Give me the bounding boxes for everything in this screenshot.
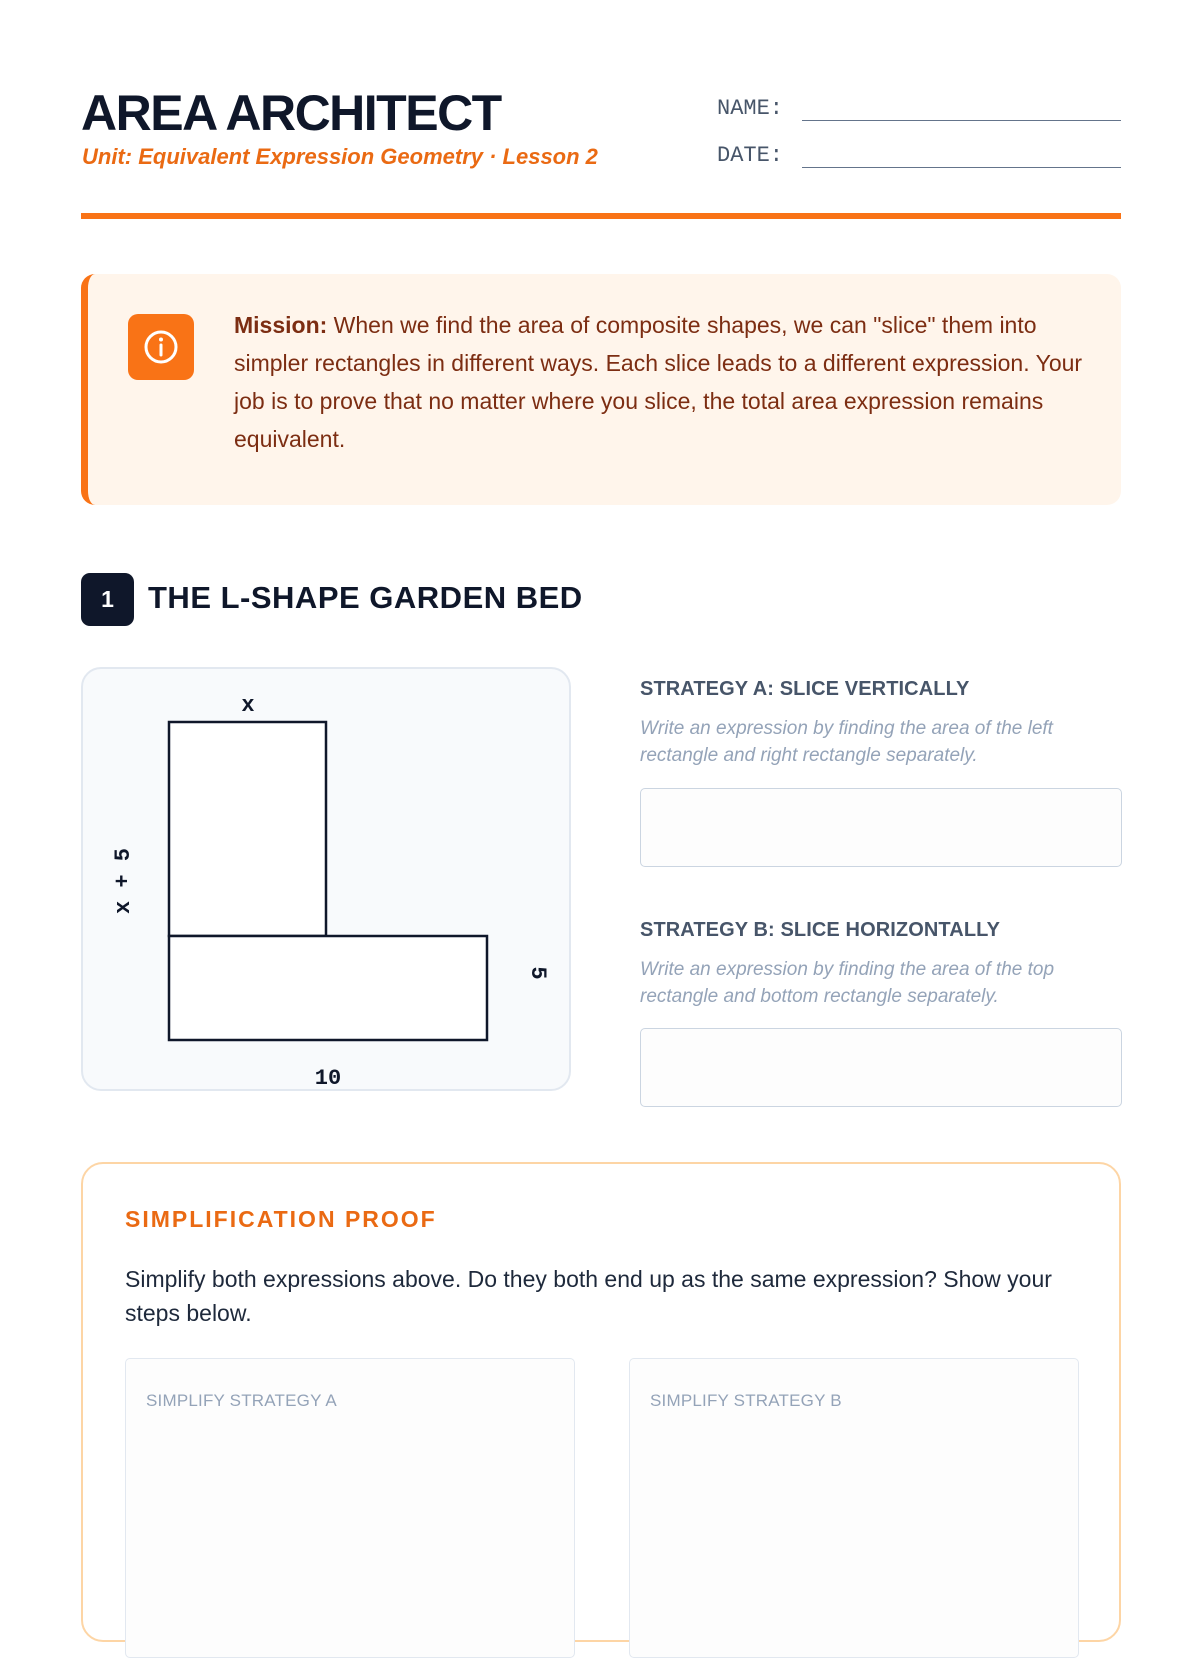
strategy-a-title: STRATEGY A: SLICE VERTICALLY [640, 678, 970, 700]
strategy-b [640, 919, 1122, 1010]
worksheet-subtitle: Unit: Equivalent Expression Geometry · Lesson 2 [82, 144, 598, 169]
date-field [717, 135, 1121, 171]
dim-bottom: 10 [314, 1065, 342, 1091]
simplification-proof [81, 1162, 1121, 1642]
dim-right: 5 [525, 966, 551, 980]
name-line[interactable] [802, 88, 1121, 121]
l-shape-svg [83, 669, 573, 1093]
strategy-b-answer-box[interactable] [640, 1028, 1122, 1107]
l-shape-diagram [81, 667, 571, 1091]
proof-title: SIMPLIFICATION PROOF [125, 1206, 437, 1232]
simplify-b-box[interactable] [629, 1358, 1079, 1658]
simplify-a-box[interactable] [125, 1358, 575, 1658]
strategy-a [640, 678, 1122, 769]
mission-text [234, 306, 1094, 458]
mission-callout [81, 274, 1121, 505]
bottom-rectangle [169, 936, 487, 1040]
section-number-badge: 1 [81, 573, 134, 626]
top-rectangle [169, 722, 326, 936]
name-field [717, 88, 1121, 124]
dim-top: x [241, 692, 255, 718]
header-divider [81, 213, 1121, 219]
strategy-b-title: STRATEGY B: SLICE HORIZONTALLY [640, 919, 1001, 941]
proof-instructions: Simplify both expressions above. Do they both end up as the same expression? Show your steps below. [125, 1266, 1052, 1326]
date-label: DATE: [717, 143, 784, 168]
info-icon [128, 314, 194, 380]
simplify-a-label: SIMPLIFY STRATEGY A [146, 1391, 337, 1410]
name-label: NAME: [717, 96, 784, 121]
simplify-b-label: SIMPLIFY STRATEGY B [650, 1391, 842, 1410]
strategy-a-answer-box[interactable] [640, 788, 1122, 867]
strategy-a-hint: Write an expression by finding the area of the left rectangle and right rectangle separately. [640, 718, 1053, 766]
dim-left: x + 5 [110, 847, 136, 915]
date-line[interactable] [802, 135, 1121, 168]
worksheet-header [81, 78, 1121, 188]
worksheet-title: AREA ARCHITECT [81, 85, 501, 141]
mission-body: When we find the area of composite shapes, we can "slice" them into simpler rectangles in different ways. Each slice leads to a different expression. Your job is to prove that no matter where you slice, the total area expression remains equivalent. [234, 312, 1083, 452]
mission-lead: Mission: [234, 312, 328, 338]
strategy-b-hint: Write an expression by finding the area of the top rectangle and bottom rectangle separately. [640, 959, 1055, 1007]
section-title: THE L-SHAPE GARDEN BED [148, 580, 583, 615]
